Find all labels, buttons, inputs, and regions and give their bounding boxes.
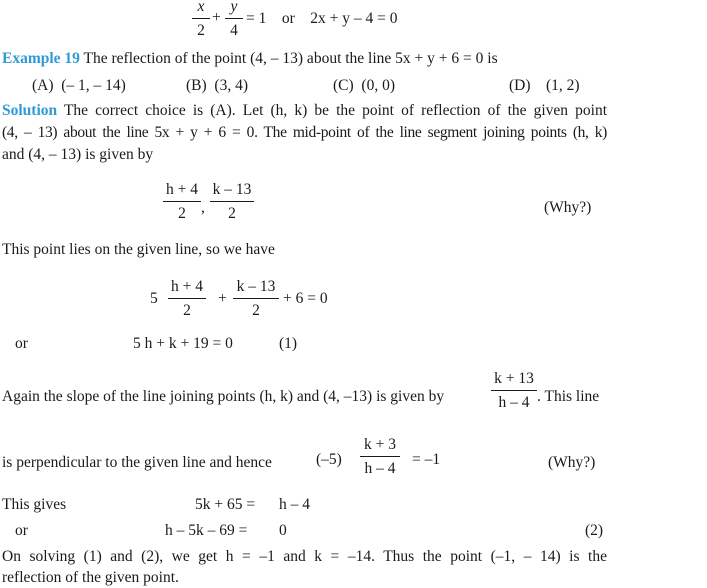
denominator: 2 [228, 205, 236, 222]
numerator: h + 4 [166, 181, 198, 198]
why-note-1: (Why?) [544, 199, 592, 216]
solution-line-2: (4, – 13) about the line 5x + y + 6 = 0. The mid-point of the line segment joining points (h, k) [2, 124, 607, 141]
midpoint-comma: , [201, 199, 205, 216]
option-b: (B) (3, 4) [186, 77, 248, 94]
equation-2-lhs: h – 5k – 69 = [165, 522, 248, 539]
fraction-bar [168, 298, 206, 299]
solution-label: Solution [2, 102, 58, 119]
numerator: h + 4 [171, 278, 203, 295]
denominator: h – 4 [364, 460, 396, 477]
conclusion-line-2: reflection of the given point. [2, 569, 179, 586]
eq-plus: + [218, 290, 227, 307]
conclusion-line-1: On solving (1) and (2), we get h = –1 and k = –14. Thus the point (–1, – 14) is the [2, 548, 607, 565]
slope-text-end: . This line [537, 388, 600, 405]
fraction-bar [491, 390, 537, 391]
this-gives-label: This gives [2, 496, 67, 513]
lies-on-line-text: This point lies on the given line, so we have [2, 241, 275, 258]
or-word-1: or [15, 335, 28, 352]
fraction-bar [163, 201, 201, 202]
perpendicular-coefficient: (–5) [316, 451, 342, 468]
top-fraction-x-over-2 [192, 0, 210, 40]
example-text: The reflection of the point (4, – 13) about the line 5x + y + 6 = 0 is [83, 50, 498, 67]
top-plus: + [212, 9, 221, 26]
equation-1: 5 h + k + 19 = 0 [133, 335, 233, 352]
perpendicular-text: is perpendicular to the given line and hence [2, 454, 272, 471]
example-label: Example 19 [2, 50, 80, 67]
midpoint-fraction-k [210, 181, 254, 223]
slope-fraction [491, 370, 537, 412]
equation-2-tag: (2) [585, 522, 604, 539]
solution-line-3: and (4, – 13) is given by [2, 146, 154, 163]
example-question [2, 49, 498, 69]
denominator: 2 [197, 22, 205, 39]
gives-rhs: h – 4 [279, 496, 310, 513]
solution-line-1 [2, 101, 607, 121]
denominator: 2 [183, 302, 191, 319]
fraction-bar [210, 201, 254, 202]
denominator: 2 [252, 302, 260, 319]
solution-text-1: The correct choice is (A). Let (h, k) be the point of reflection of the given point [63, 102, 607, 119]
gives-lhs: 5k + 65 = [195, 496, 256, 513]
perpendicular-fraction [360, 436, 400, 478]
numerator: y [230, 0, 238, 15]
fraction-bar [233, 298, 279, 299]
option-a: (A) (– 1, – 14) [32, 77, 126, 94]
eq-tail: + 6 = 0 [283, 290, 328, 307]
denominator: 4 [230, 22, 238, 39]
perpendicular-tail: = –1 [412, 451, 441, 468]
numerator: k + 3 [364, 436, 396, 453]
midpoint-fraction-h [163, 181, 201, 223]
equation-1-tag: (1) [279, 335, 298, 352]
eq-coefficient: 5 [150, 290, 158, 307]
equation-2-rhs: 0 [279, 522, 287, 539]
or-word-2: or [15, 522, 28, 539]
numerator: x [197, 0, 205, 15]
slope-text: Again the slope of the line joining points (h, k) and (4, –13) is given by [2, 388, 445, 405]
fraction-bar [192, 18, 210, 19]
eq-fraction-h [168, 278, 206, 320]
denominator: 2 [178, 205, 186, 222]
denominator: h – 4 [498, 394, 530, 411]
eq-fraction-k [233, 278, 279, 320]
fraction-bar [360, 456, 400, 457]
numerator: k + 13 [494, 370, 534, 387]
option-d: (D) (1, 2) [509, 77, 580, 94]
numerator: k – 13 [212, 181, 252, 198]
top-fraction-y-over-4 [225, 0, 243, 40]
numerator: k – 13 [236, 278, 276, 295]
why-note-2: (Why?) [548, 454, 596, 471]
top-equation-tail: = 1 or 2x + y – 4 = 0 [246, 10, 398, 27]
option-c: (C) (0, 0) [333, 77, 395, 94]
fraction-bar [225, 18, 243, 19]
